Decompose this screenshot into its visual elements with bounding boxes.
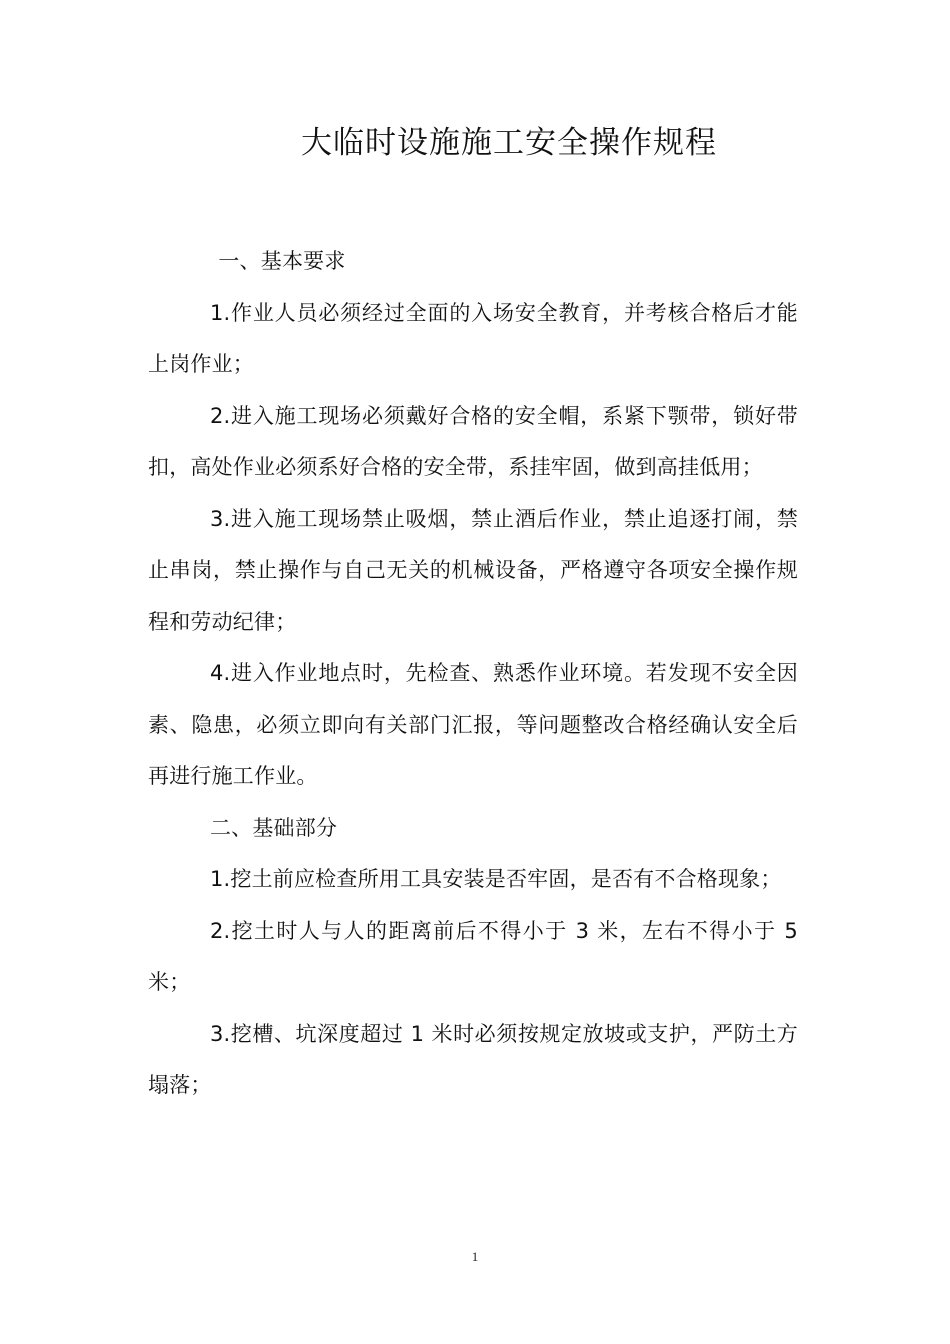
document-title: 大临时设施施工安全操作规程 — [301, 125, 717, 161]
section-heading-basic-requirements: 一、基本要求 — [218, 249, 346, 273]
paragraph-item: 3.挖槽、坑深度超过 1 米时必须按规定放坡或支护，严防土方塌落； — [148, 1021, 798, 1097]
paragraph-item: 1.作业人员必须经过全面的入场安全教育，并考核合格后才能上岗作业； — [148, 300, 798, 376]
paragraph-item: 2.进入施工现场必须戴好合格的安全帽，系紧下颚带，锁好带扣，高处作业必须系好合格的安全带，系挂牢固，做到高挂低用； — [148, 403, 798, 479]
paragraph-item: 1.挖土前应检查所用工具安装是否牢固，是否有不合格现象； — [209, 867, 782, 891]
paragraph-item: 4.进入作业地点时，先检查、熟悉作业环境。若发现不安全因素、隐患，必须立即向有关部门汇报，等问题整改合格经确认安全后再进行施工作业。 — [148, 661, 798, 788]
paragraph-item: 3.进入施工现场禁止吸烟，禁止酒后作业，禁止追逐打闹，禁止串岗，禁止操作与自己无关的机械设备，严格遵守各项安全操作规程和劳动纪律； — [148, 506, 798, 634]
document-body — [148, 236, 798, 1112]
page-number: 1 — [471, 1249, 479, 1264]
paragraph-item: 2.挖土时人与人的距离前后不得小于 3 米，左右不得小于 5 米； — [148, 918, 798, 994]
section-heading-foundation: 二、基础部分 — [209, 815, 338, 840]
